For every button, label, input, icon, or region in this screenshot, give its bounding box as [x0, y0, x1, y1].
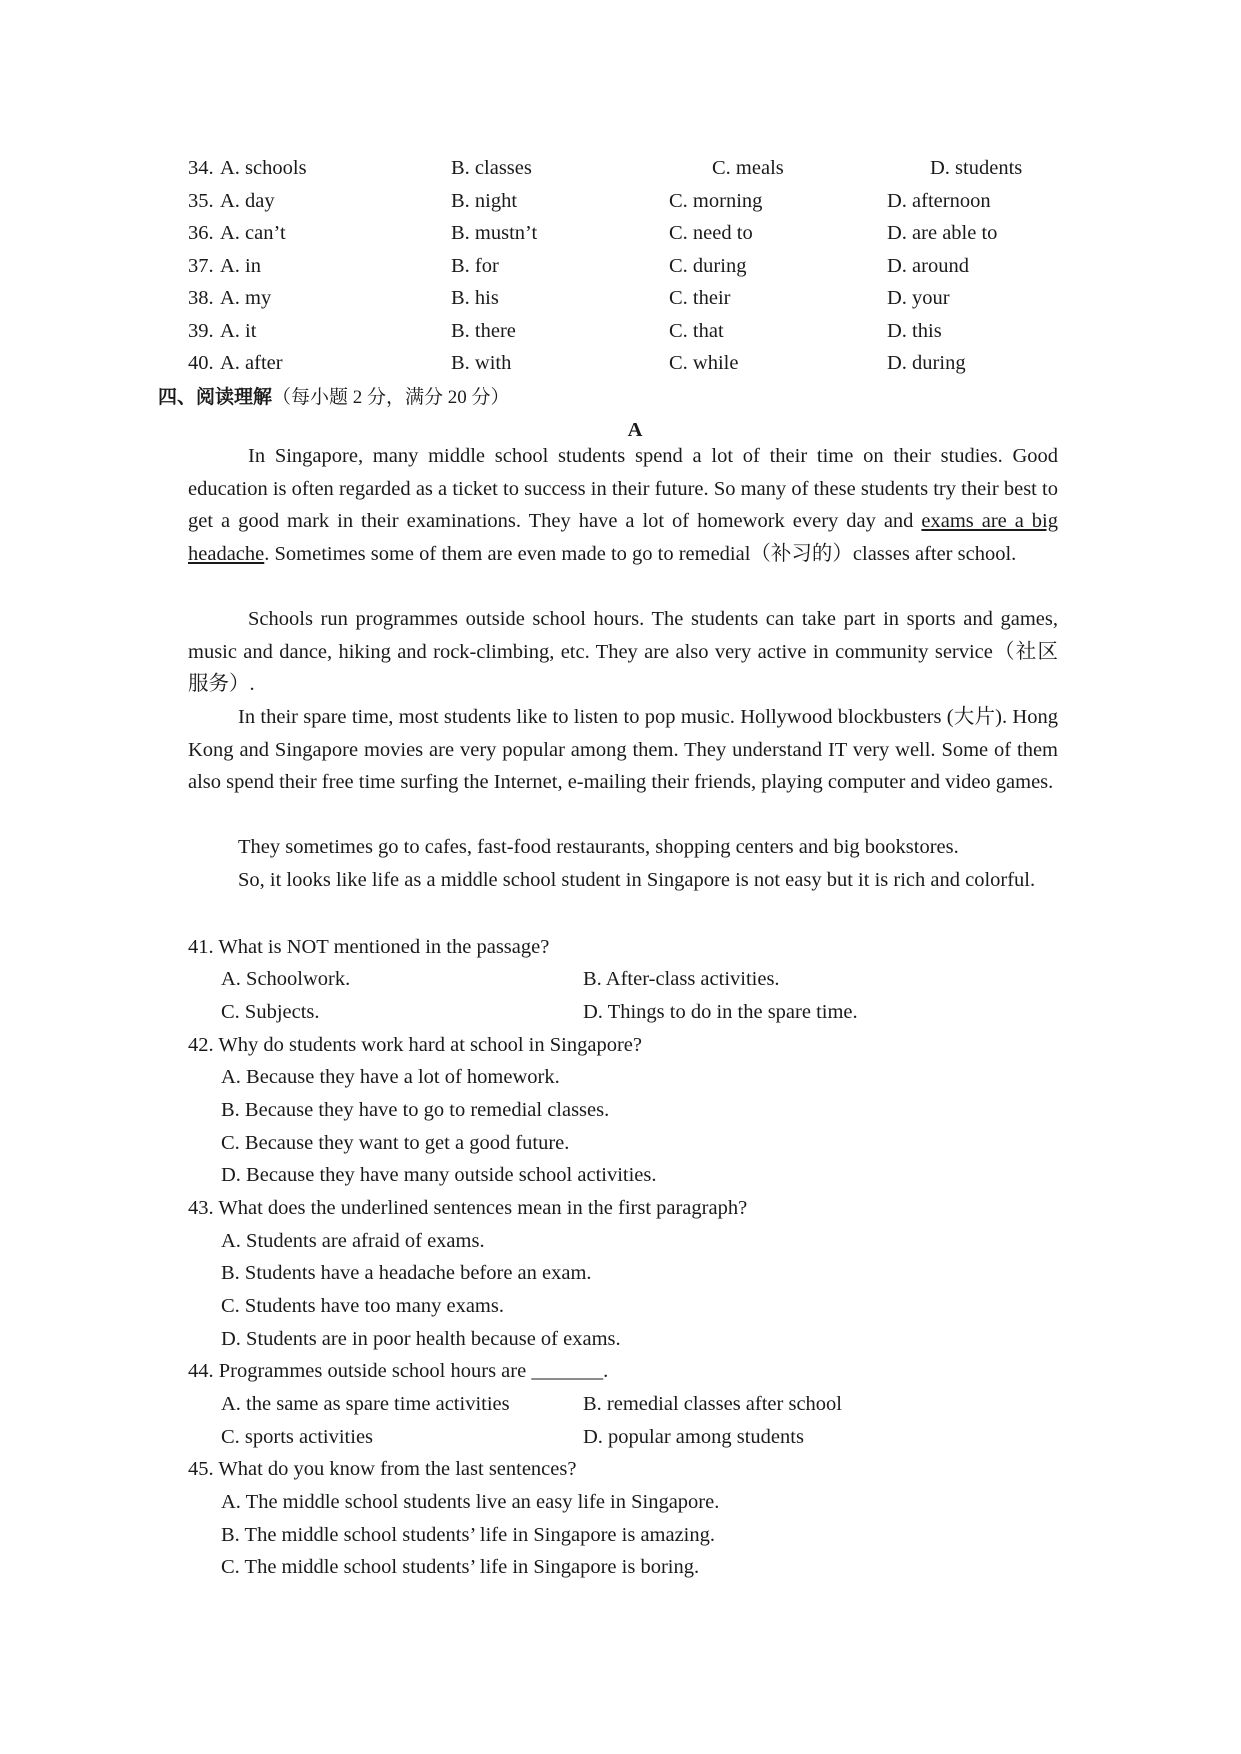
question-42-stem: 42. Why do students work hard at school in Singapore?	[188, 1034, 642, 1056]
question-44-option-d: D. popular among students	[583, 1426, 804, 1448]
section-title: 四、阅读理解	[158, 386, 273, 408]
passage-label: A	[627, 419, 643, 441]
question-43-option-a: A. Students are afraid of exams.	[221, 1230, 485, 1252]
cloze-option-c: C. morning	[669, 190, 763, 212]
cloze-option-b: B. with	[451, 352, 512, 374]
paragraph-4-text: They sometimes go to cafes, fast-food restaurants, shopping centers and big bookstores.	[238, 836, 959, 858]
cloze-option-a: A. in	[220, 255, 261, 277]
cloze-option-c: C. need to	[669, 222, 753, 244]
question-45-option-b: B. The middle school students’ life in Singapore is amazing.	[221, 1524, 716, 1546]
underlined-sentence: exams are a big headache	[188, 510, 1058, 565]
cloze-option-d: D. this	[887, 320, 942, 342]
cloze-option-b: B. his	[451, 287, 499, 309]
cloze-option-a: A. can’t	[220, 222, 286, 244]
cloze-option-b: B. night	[451, 190, 518, 212]
cloze-number: 35.	[188, 190, 214, 212]
cloze-option-c: C. that	[669, 320, 724, 342]
question-43-stem: 43. What does the underlined sentences mean in the first paragraph?	[188, 1197, 748, 1219]
cloze-row-37	[188, 251, 1068, 281]
passage-paragraph-3	[188, 701, 1058, 799]
question-41-option-b: B. After-class activities.	[583, 968, 780, 990]
cloze-option-d: D. during	[887, 352, 966, 374]
cloze-option-a: A. it	[220, 320, 257, 342]
cloze-number: 37.	[188, 255, 214, 277]
cloze-number: 34.	[188, 157, 214, 179]
cloze-row-38	[188, 283, 1068, 313]
cloze-number: 38.	[188, 287, 214, 309]
cloze-option-b: B. mustn’t	[451, 222, 538, 244]
cloze-option-b: B. classes	[451, 157, 532, 179]
question-44-option-a: A. the same as spare time activities	[221, 1393, 510, 1415]
question-42-option-a: A. Because they have a lot of homework.	[221, 1066, 560, 1088]
cloze-option-c: C. while	[669, 352, 739, 374]
cloze-option-c: C. meals	[712, 157, 784, 179]
paragraph-3-text: In their spare time, most students like to listen to pop music. Hollywood blockbusters (大片). Hong Kong and Singapore movies are very popular among them. They understand IT very well. Some of them also spend their free time surfing the Internet, e-mailing their friends, playing computer and video games.	[188, 706, 1058, 794]
question-44-stem: 44. Programmes outside school hours are _______.	[188, 1360, 609, 1382]
passage-paragraph-4	[188, 831, 1058, 864]
question-41-stem: 41. What is NOT mentioned in the passage?	[188, 936, 550, 958]
question-45-option-a: A. The middle school students live an easy life in Singapore.	[221, 1491, 720, 1513]
paragraph-5-text: So, it looks like life as a middle school student in Singapore is not easy but it is rich and colorful.	[238, 869, 1036, 891]
passage-paragraph-2	[188, 603, 1058, 701]
cloze-option-d: D. your	[887, 287, 950, 309]
cloze-number: 40.	[188, 352, 214, 374]
cloze-row-36	[188, 218, 1068, 248]
question-43-option-c: C. Students have too many exams.	[221, 1295, 504, 1317]
question-42-option-d: D. Because they have many outside school activities.	[221, 1164, 657, 1186]
question-44-option-c: C. sports activities	[221, 1426, 374, 1448]
question-45-stem: 45. What do you know from the last sentences?	[188, 1458, 577, 1480]
cloze-option-a: A. day	[220, 190, 275, 212]
question-42-option-c: C. Because they want to get a good future.	[221, 1132, 570, 1154]
cloze-option-d: D. are able to	[887, 222, 998, 244]
question-41-option-a: A. Schoolwork.	[221, 968, 351, 990]
question-43-option-d: D. Students are in poor health because of exams.	[221, 1328, 621, 1350]
cloze-option-c: C. their	[669, 287, 731, 309]
question-41-option-d: D. Things to do in the spare time.	[583, 1001, 858, 1023]
cloze-row-39	[188, 316, 1068, 346]
cloze-number: 39.	[188, 320, 214, 342]
section-heading	[158, 384, 510, 411]
passage-paragraph-1	[188, 440, 1058, 570]
cloze-option-d: D. afternoon	[887, 190, 991, 212]
cloze-option-d: D. around	[887, 255, 969, 277]
cloze-option-a: A. after	[220, 352, 283, 374]
cloze-option-a: A. schools	[220, 157, 307, 179]
question-42-option-b: B. Because they have to go to remedial classes.	[221, 1099, 610, 1121]
paragraph-1-text-end: . Sometimes some of them are even made to go to remedial（补习的）classes after school.	[264, 542, 1017, 565]
cloze-option-a: A. my	[220, 287, 272, 309]
passage-paragraph-5	[188, 864, 1058, 897]
paragraph-1-text: In Singapore, many middle school students spend a lot of their time on their studies. Good education is often regarded as a ticket to success in their future. So many of these students try their best to get a good mark in their examinations. They have a lot of homework every day and	[188, 445, 1058, 533]
cloze-row-35	[188, 186, 1068, 216]
cloze-row-34	[188, 153, 1068, 183]
cloze-option-b: B. there	[451, 320, 516, 342]
paragraph-2-text: Schools run programmes outside school hours. The students can take part in sports and games, music and dance, hiking and rock-climbing, etc. They are also very active in community service（社区服务）.	[188, 608, 1058, 696]
question-44-option-b: B. remedial classes after school	[583, 1393, 843, 1415]
cloze-option-c: C. during	[669, 255, 747, 277]
cloze-option-b: B. for	[451, 255, 499, 277]
question-45-option-c: C. The middle school students’ life in Singapore is boring.	[221, 1556, 700, 1578]
cloze-number: 36.	[188, 222, 214, 244]
question-43-option-b: B. Students have a headache before an exam.	[221, 1262, 592, 1284]
question-41-option-c: C. Subjects.	[221, 1001, 320, 1023]
cloze-option-d: D. students	[930, 157, 1023, 179]
section-scoring-note: （每小题 2 分，满分 20 分）	[272, 387, 510, 408]
cloze-row-40	[188, 348, 1068, 378]
